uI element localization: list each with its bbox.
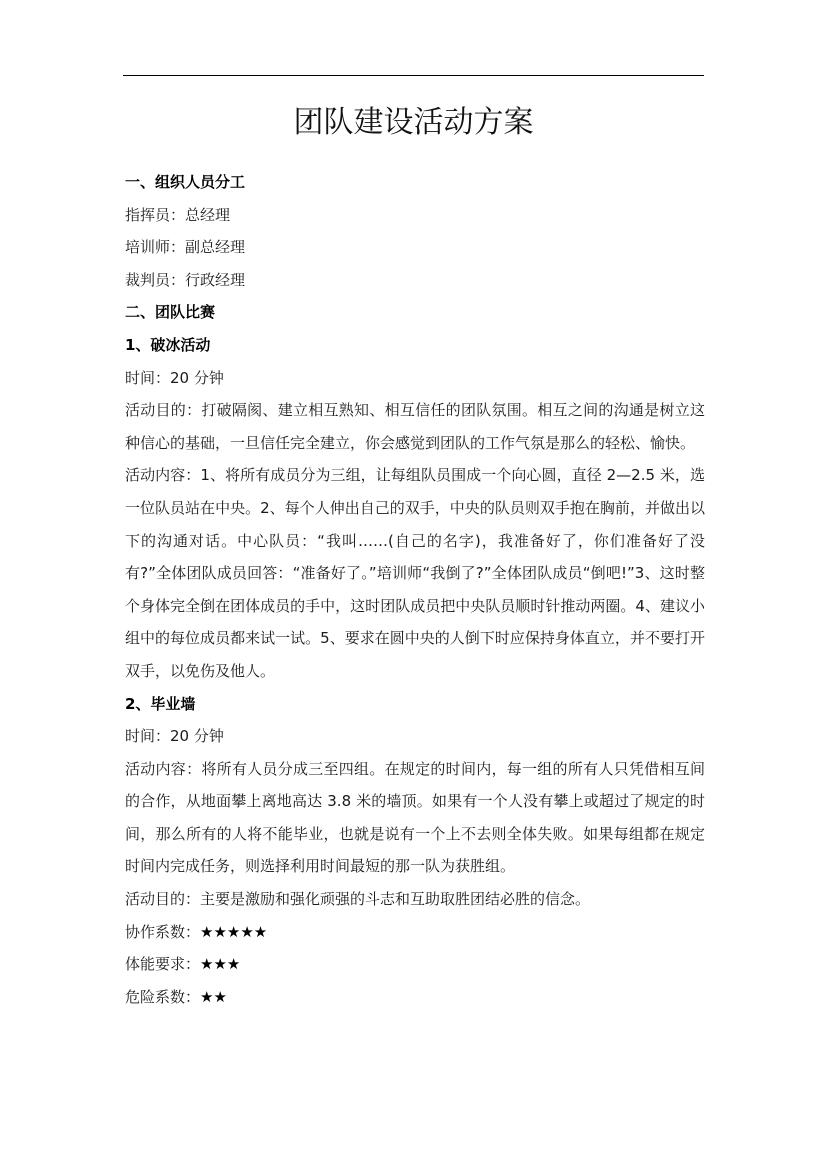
rating-physical-stars: ★★★ [200, 955, 241, 974]
activity-content-icebreaker: 活动内容：1、将所有成员分为三组，让每组队员围成一个向心圆，直径 2—2.5 米，选一位队员站在中央。2、每个人伸出自己的双手，中央的队员则双手抱在胸前，并做出以下的沟通对话。中心队员：“我叫……(自己的名字)，我准备好了，你们准备好了没有?”全体团队成员回答：“准备好了。”培训师“我倒了?”全体团队成员“倒吧!”3、这时整个身体完全倒在团体成员的手中，这时团队成员把中央队员顺时针推动两圈。4、建议小组中的每位成员都来试一试。5、要求在圆中央的人倒下时应保持身体直立，并不要打开双手，以免伤及他人。 [125, 466, 705, 680]
role-commander: 指挥员：总经理 [125, 205, 231, 224]
activity-time-icebreaker: 时间：20 分钟 [125, 368, 224, 387]
rating-cooperation-stars: ★★★★★ [200, 922, 268, 941]
document-body [125, 166, 705, 1013]
role-referee: 裁判员：行政经理 [125, 270, 246, 289]
activity-heading-icebreaker: 1、破冰活动 [125, 335, 211, 354]
section-heading-organization: 一、组织人员分工 [125, 173, 246, 191]
activity-content-wall: 活动内容：将所有人员分成三至四组。在规定的时间内，每一组的所有人只凭借相互间的合作，从地面攀上离地高达 3.8 米的墙顶。如果有一个人没有攀上或超过了规定的时间，那么所有的人将不能毕业，也就是说有一个上不去则全体失败。如果每组都在规定时间内完成任务，则选择利用时间最短的那一队为获胜组。 [125, 759, 705, 876]
rating-physical [125, 948, 705, 981]
rating-cooperation [125, 916, 705, 949]
rating-physical-label: 体能要求： [125, 955, 201, 974]
rating-risk [125, 981, 705, 1014]
rating-cooperation-label: 协作系数： [125, 922, 201, 941]
header-rule [123, 75, 704, 76]
activity-time-wall: 时间：20 分钟 [125, 727, 224, 746]
section-heading-competition: 二、团队比赛 [125, 303, 216, 322]
activity-purpose-wall: 活动目的：主要是激励和强化顽强的斗志和互助取胜团结必胜的信念。 [125, 890, 591, 909]
activity-heading-wall: 2、毕业墙 [125, 694, 196, 713]
document-title: 团队建设活动方案 [293, 105, 534, 140]
activity-purpose-icebreaker: 活动目的：打破隔阂、建立相互熟知、相互信任的团队氛围。相互之间的沟通是树立这种信心的基础，一旦信任完全建立，你会感觉到团队的工作气氛是那么的轻松、愉快。 [125, 401, 705, 452]
rating-risk-stars: ★★ [200, 987, 227, 1006]
rating-risk-label: 危险系数： [125, 987, 201, 1006]
role-trainer: 培训师：副总经理 [125, 238, 246, 257]
